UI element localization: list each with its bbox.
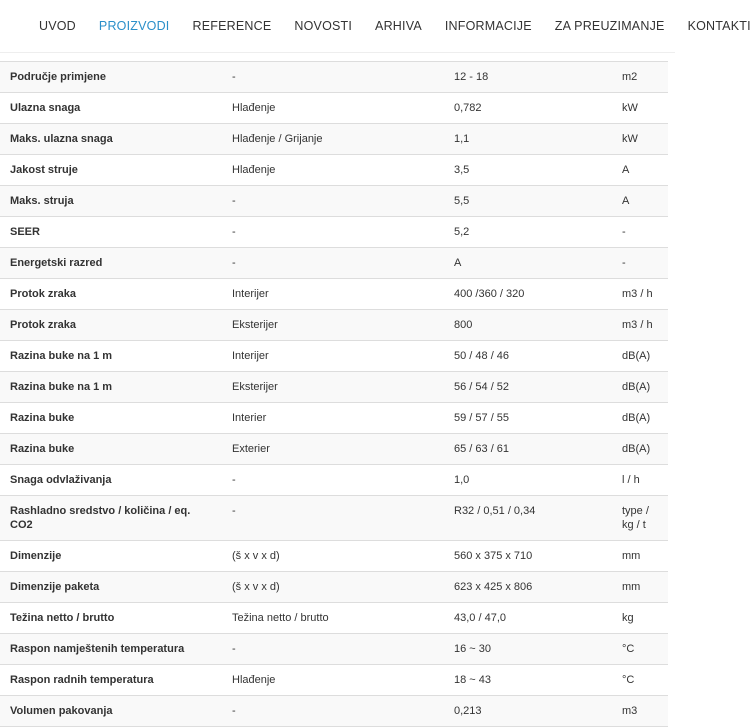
spec-condition: (š x v x d) [216,572,438,603]
spec-value: A [438,248,606,279]
spec-value: 5,2 [438,217,606,248]
spec-unit: dB(A) [606,372,668,403]
spec-name: Razina buke [0,403,216,434]
spec-value: 1,1 [438,124,606,155]
spec-condition: Hlađenje [216,93,438,124]
spec-name: Raspon radnih temperatura [0,665,216,696]
spec-unit: - [606,217,668,248]
table-row [0,603,668,634]
spec-unit: dB(A) [606,434,668,465]
spec-unit: kW [606,93,668,124]
spec-condition: - [216,62,438,93]
spec-value: 623 x 425 x 806 [438,572,606,603]
spec-condition: Hlađenje / Grijanje [216,124,438,155]
spec-value: 12 - 18 [438,62,606,93]
spec-value: 3,5 [438,155,606,186]
spec-name: SEER [0,217,216,248]
nav-item-informacije[interactable]: INFORMACIJE [444,19,532,33]
spec-name: Težina netto / brutto [0,603,216,634]
spec-condition: Težina netto / brutto [216,603,438,634]
spec-unit: A [606,155,668,186]
table-row [0,665,668,696]
table-row [0,434,668,465]
spec-value: 400 /360 / 320 [438,279,606,310]
nav-item-proizvodi[interactable]: PROIZVODI [98,19,170,33]
table-row [0,155,668,186]
spec-value: 5,5 [438,186,606,217]
spec-value: R32 / 0,51 / 0,34 [438,496,606,541]
spec-condition: Interijer [216,341,438,372]
spec-name: Maks. ulazna snaga [0,124,216,155]
spec-name: Ulazna snaga [0,93,216,124]
table-row [0,279,668,310]
spec-name: Snaga odvlaživanja [0,465,216,496]
spec-name: Razina buke [0,434,216,465]
spec-condition: - [216,696,438,727]
table-row [0,465,668,496]
spec-condition: - [216,634,438,665]
table-row [0,217,668,248]
table-row [0,341,668,372]
spec-name: Energetski razred [0,248,216,279]
spec-value: 1,0 [438,465,606,496]
spec-condition: - [216,248,438,279]
spec-value: 0,782 [438,93,606,124]
spec-name: Dimenzije [0,541,216,572]
spec-unit: m3 [606,696,668,727]
spec-name: Volumen pakovanja [0,696,216,727]
table-row [0,572,668,603]
spec-name: Raspon namještenih temperatura [0,634,216,665]
spec-unit: m3 / h [606,279,668,310]
table-row [0,186,668,217]
spec-name: Područje primjene [0,62,216,93]
table-row [0,541,668,572]
table-row [0,696,668,727]
spec-condition: Interijer [216,279,438,310]
spec-unit: kW [606,124,668,155]
spec-unit: - [606,248,668,279]
spec-condition: Interier [216,403,438,434]
spec-name: Dimenzije paketa [0,572,216,603]
spec-value: 560 x 375 x 710 [438,541,606,572]
spec-unit: m3 / h [606,310,668,341]
spec-name: Protok zraka [0,310,216,341]
spec-unit: m2 [606,62,668,93]
spec-unit: dB(A) [606,403,668,434]
specs-table-body [0,62,668,727]
spec-unit: °C [606,665,668,696]
spec-condition: Eksterijer [216,310,438,341]
spec-condition: Hlađenje [216,155,438,186]
spec-unit: type / kg / t [606,496,668,541]
spec-condition: (š x v x d) [216,541,438,572]
spec-value: 56 / 54 / 52 [438,372,606,403]
spec-condition: Eksterijer [216,372,438,403]
spec-value: 0,213 [438,696,606,727]
spec-condition: - [216,186,438,217]
nav-item-za-preuzimanje[interactable]: ZA PREUZIMANJE [554,19,665,33]
spec-value: 43,0 / 47,0 [438,603,606,634]
spec-unit: mm [606,572,668,603]
spec-unit: l / h [606,465,668,496]
spec-condition: - [216,217,438,248]
spec-unit: A [606,186,668,217]
spec-name: Jakost struje [0,155,216,186]
nav-item-novosti[interactable]: NOVOSTI [294,19,353,33]
spec-name: Razina buke na 1 m [0,341,216,372]
nav-item-arhiva[interactable]: ARHIVA [375,19,422,33]
spec-name: Maks. struja [0,186,216,217]
spec-value: 65 / 63 / 61 [438,434,606,465]
nav-item-reference[interactable]: REFERENCE [192,19,272,33]
spec-value: 16 ~ 30 [438,634,606,665]
table-row [0,62,668,93]
nav-item-uvod[interactable]: UVOD [39,19,76,33]
table-row [0,403,668,434]
specs-table [0,61,668,727]
spec-unit: mm [606,541,668,572]
main-nav [0,0,751,53]
table-row [0,496,668,541]
spec-value: 59 / 57 / 55 [438,403,606,434]
table-row [0,372,668,403]
spec-value: 18 ~ 43 [438,665,606,696]
spec-unit: °C [606,634,668,665]
spec-name: Razina buke na 1 m [0,372,216,403]
table-row [0,634,668,665]
spec-condition: Hlađenje [216,665,438,696]
table-row [0,310,668,341]
spec-value: 800 [438,310,606,341]
nav-item-kontakti[interactable]: KONTAKTI [687,19,751,33]
spec-condition: Exterier [216,434,438,465]
spec-name: Protok zraka [0,279,216,310]
spec-unit: dB(A) [606,341,668,372]
table-row [0,248,668,279]
table-row [0,124,668,155]
spec-name: Rashladno sredstvo / količina / eq. CO2 [0,496,216,541]
spec-condition: - [216,465,438,496]
table-row [0,93,668,124]
spec-condition: - [216,496,438,541]
spec-unit: kg [606,603,668,634]
spec-value: 50 / 48 / 46 [438,341,606,372]
